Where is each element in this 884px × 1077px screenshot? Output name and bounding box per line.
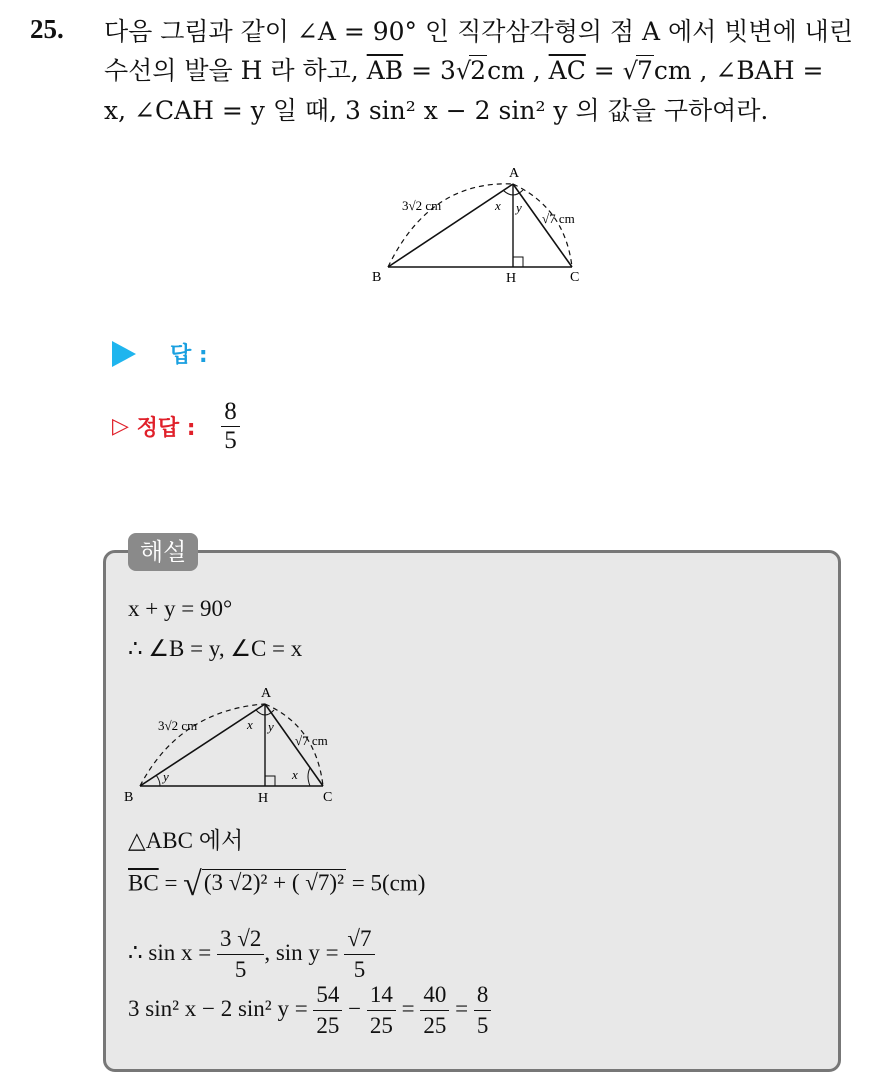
problem-line-2-a: 수선의 발을 H 라 하고, — [104, 56, 367, 85]
solution-figure — [120, 682, 360, 810]
fraction-numerator: 8 — [221, 398, 240, 427]
label-ab-length: 3√2 cm — [402, 198, 442, 213]
label-b: B — [372, 270, 382, 285]
sol-label-x-at-a: x — [247, 717, 253, 732]
label-c: C — [570, 270, 580, 285]
sol-label-c: C — [323, 790, 333, 805]
problem-text — [104, 12, 884, 130]
fraction-denominator: 5 — [224, 427, 237, 454]
sqrt-2: √2 — [455, 56, 487, 85]
solution-bc-line — [128, 866, 425, 904]
label-h: H — [506, 271, 517, 286]
correct-answer-row — [112, 398, 240, 455]
sin-y-label: , sin y = — [264, 939, 345, 965]
minus-sign: − — [342, 995, 367, 1021]
equals-sign: = — [395, 995, 421, 1021]
label-a: A — [509, 166, 520, 181]
sin-x-fraction: $\frac{3 √2}{5}$ — [217, 924, 264, 985]
sol-label-y-at-a: y — [268, 719, 274, 734]
problem-line-2 — [104, 51, 884, 91]
label-x: x — [495, 198, 501, 213]
sol-label-h: H — [258, 791, 269, 806]
problem-line-1: 다음 그림과 같이 ∠A = 90° 인 직각삼각형의 점 A 에서 빗변에 내린 — [104, 17, 853, 46]
fraction-14-25: $\frac{14}{25}$ — [367, 980, 396, 1041]
sol-label-ac-length: √7 cm — [295, 733, 328, 748]
sol-angle-arc-b — [156, 775, 160, 786]
sol-label-y-at-b: y — [163, 769, 169, 784]
problem-line-2-d: = — [585, 56, 623, 85]
sqrt-7: √7 — [622, 56, 653, 85]
solution-sin-line — [128, 924, 375, 985]
segment-ab: $\overline{AB}$ — [366, 56, 404, 85]
solution-line-1: x + y = 90° — [128, 596, 233, 621]
correct-answer-label: 정답 : — [136, 416, 196, 441]
problem-figure — [360, 160, 610, 290]
sol-label-b: B — [124, 790, 134, 805]
fraction-54-25: $\frac{54}{25}$ — [313, 980, 342, 1041]
sol-label-x-at-c: x — [292, 767, 298, 782]
bc-radicand: (3 √2)² + ( √7)² — [203, 870, 344, 896]
fraction-40-25: $\frac{40}{25}$ — [420, 980, 449, 1041]
side-ab — [388, 184, 513, 267]
sin-y-fraction: $\frac{√7}{5}$ — [344, 924, 374, 985]
problem-line-2-e: cm , ∠BAH = — [653, 56, 824, 85]
sol-label-a: A — [261, 686, 272, 701]
problem-line-2-b: = 3 — [403, 56, 456, 85]
bc-equals: = — [158, 870, 184, 896]
solution-line-3: △ABC 에서 — [128, 828, 244, 853]
final-expression: 3 sin² x − 2 sin² y = — [128, 995, 314, 1021]
big-sqrt-icon: √ — [183, 866, 202, 903]
problem-line-2-c: cm , — [487, 56, 541, 85]
sol-right-angle-mark — [265, 776, 275, 786]
equals-sign-2: = — [449, 995, 474, 1021]
sin-x-label: ∴ sin x = — [128, 939, 217, 965]
solution-final-line — [128, 980, 491, 1041]
outline-triangle-icon: ▷ — [112, 414, 137, 439]
correct-answer-fraction — [221, 398, 240, 455]
problem-number: 25. — [30, 14, 64, 44]
label-ac-length: √7 cm — [542, 211, 575, 226]
label-y: y — [516, 200, 522, 215]
play-icon — [112, 341, 136, 367]
answer-label: 답 : — [170, 343, 208, 368]
fraction-8-5: $\frac{8}{5}$ — [474, 980, 492, 1041]
solution-tag: 해설 — [128, 533, 198, 571]
sol-angle-arc-c — [308, 768, 310, 786]
right-angle-mark — [513, 257, 523, 267]
sol-label-ab-length: 3√2 cm — [158, 718, 198, 733]
problem-line-3: x, ∠CAH = y 일 때, 3 sin² x − 2 sin² y 의 값을 구하여라. — [104, 96, 769, 125]
segment-bc: $\overline{BC}$ — [128, 870, 159, 896]
answer-row — [112, 338, 208, 369]
solution-line-2: ∴ ∠B = y, ∠C = x — [128, 636, 303, 661]
segment-ac: $\overline{AC}$ — [548, 56, 586, 85]
bc-result: = 5(cm) — [346, 870, 426, 896]
